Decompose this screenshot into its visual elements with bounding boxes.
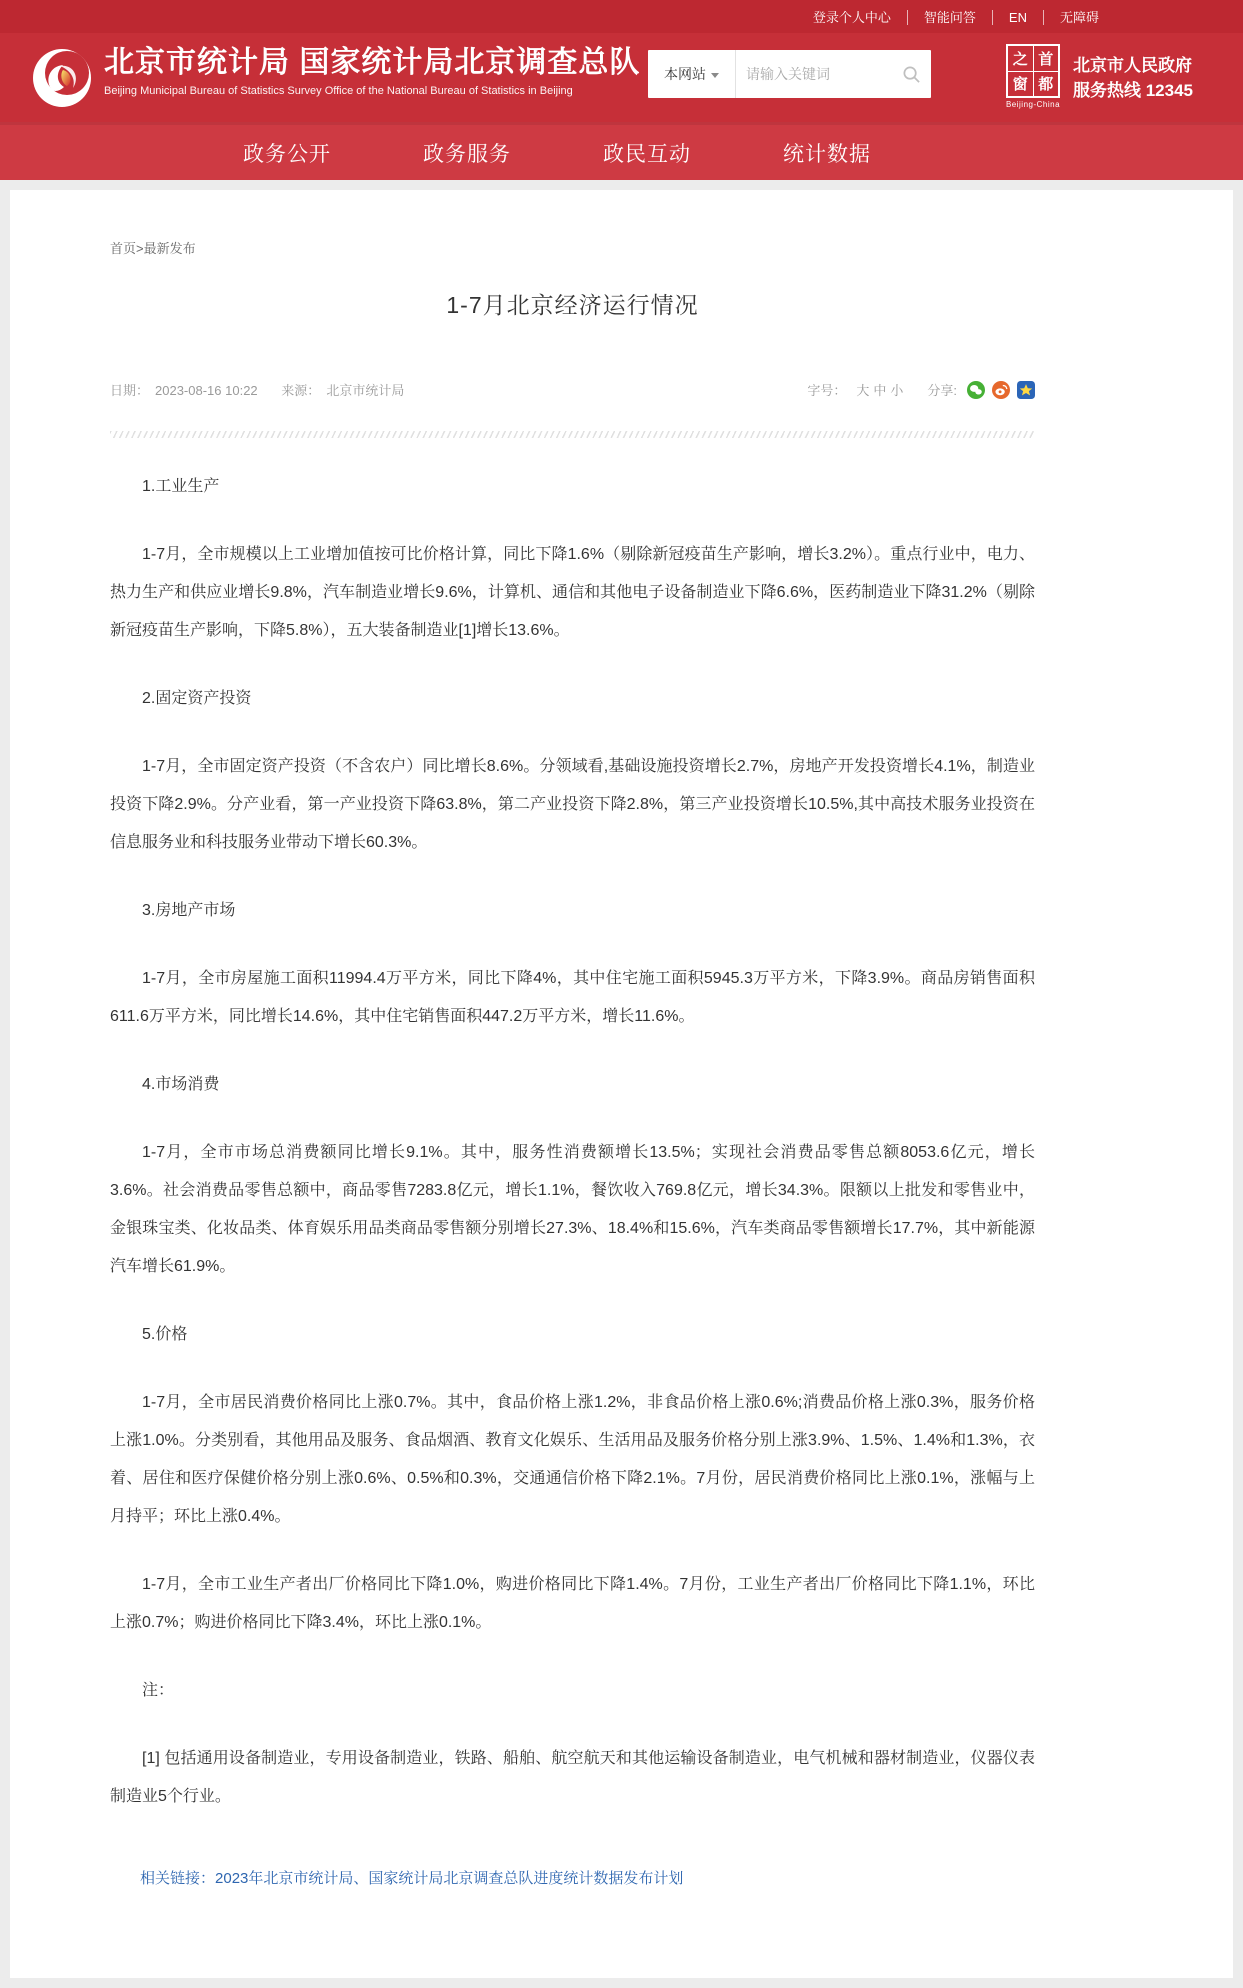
article-paragraph: [1] 包括通用设备制造业，专用设备制造业，铁路、船舶、航空航天和其他运输设备制造业，电气机械和器材制造业，仪器仪表制造业5个行业。 bbox=[110, 1750, 1035, 1805]
nav-item[interactable]: 政务公开 bbox=[243, 142, 331, 166]
weibo-share-icon[interactable] bbox=[992, 381, 1010, 399]
fontsize-button[interactable]: 大 bbox=[856, 383, 870, 398]
content-card bbox=[10, 190, 1233, 1978]
article-paragraph: 1-7月，全市规模以上工业增加值按可比价格计算，同比下降1.6%（剔除新冠疫苗生产影响，增长3.2%）。重点行业中，电力、热力生产和供应业增长9.8%，汽车制造业增长9.6%，计算机、通信和其他电子设备制造业下降6.6%，医药制造业下降31.2%（剔除新冠疫苗生产影响，下降5.8%），五大装备制造业[1]增长13.6%。 bbox=[110, 546, 1035, 639]
date-label: 日期： bbox=[110, 383, 150, 398]
nav-item[interactable]: 政务服务 bbox=[423, 142, 511, 166]
site-subtitle: Beijing Municipal Bureau of Statistics Survey Office of the National Bureau of Statistics in Beijing bbox=[104, 85, 573, 97]
topbar-link[interactable]: 无障碍 bbox=[1043, 10, 1115, 25]
article-body bbox=[110, 468, 1035, 1898]
chevron-down-icon bbox=[711, 73, 719, 78]
section-heading: 注： bbox=[142, 1682, 175, 1699]
related-label: 相关链接： bbox=[140, 1870, 216, 1887]
section-heading: 4.市场消费 bbox=[142, 1076, 220, 1093]
source-label: 来源： bbox=[281, 383, 321, 398]
top-utility-bar bbox=[0, 0, 1243, 33]
capital-window-logo[interactable] bbox=[1004, 44, 1062, 109]
capital-char: 之 bbox=[1008, 46, 1033, 71]
article-meta-row bbox=[110, 380, 1035, 399]
hotline-line1: 北京市人民政府 bbox=[1073, 56, 1192, 75]
breadcrumb[interactable]: 首页>最新发布 bbox=[110, 241, 196, 256]
related-links-row bbox=[110, 1860, 1035, 1898]
share-label: 分享: bbox=[927, 383, 957, 398]
article-paragraph: 1-7月，全市市场总消费额同比增长9.1%。其中，服务性消费额增长13.5%；实现社会消费品零售总额8053.6亿元，增长3.6%。社会消费品零售总额中，商品零售7283.8亿元，增长1.1%，餐饮收入769.8亿元，增长34.3%。限额以上批发和零售业中，金银珠宝类、化妆品类、体育娱乐用品类商品零售额分别增长27.3%、18.4%和15.6%，汽车类商品零售额增长17.7%，其中新能源汽车增长61.9%。 bbox=[110, 1144, 1035, 1275]
wechat-share-icon[interactable] bbox=[967, 381, 985, 399]
date-value: 2023-08-16 10:22 bbox=[155, 383, 258, 398]
search-scope-label: 本网站 bbox=[664, 66, 706, 82]
topbar-link[interactable]: 智能问答 bbox=[907, 10, 992, 25]
share-icons bbox=[967, 381, 1035, 399]
article-title: 1-7月北京经济运行情况 bbox=[446, 292, 699, 318]
fontsize-button[interactable]: 中 bbox=[873, 383, 887, 398]
site-brand bbox=[104, 45, 640, 97]
search-input[interactable] bbox=[736, 66, 902, 82]
capital-window-grid bbox=[1006, 44, 1060, 98]
fontsize-button[interactable]: 小 bbox=[890, 383, 904, 398]
main-nav bbox=[0, 122, 1243, 180]
hotline-line2: 服务热线 12345 bbox=[1073, 81, 1193, 100]
related-link[interactable]: 2023年北京市统计局、国家统计局北京调查总队进度统计数据发布计划 bbox=[215, 1870, 684, 1887]
capital-char: 都 bbox=[1034, 72, 1059, 97]
article-meta-right bbox=[807, 380, 1035, 399]
article-paragraph: 1-7月，全市居民消费价格同比上涨0.7%。其中，食品价格上涨1.2%，非食品价格上涨0.6%;消费品价格上涨0.3%，服务价格上涨1.0%。分类别看，其他用品及服务、食品烟酒、教育文化娱乐、生活用品及服务价格分别上涨3.9%、1.5%、1.4%和1.3%，衣着、居住和医疗保健价格分别上涨0.6%、0.5%和0.3%，交通通信价格下降2.1%。7月份，居民消费价格同比上涨0.1%，涨幅与上月持平；环比上涨0.4%。 bbox=[110, 1394, 1035, 1525]
topbar-link[interactable]: 登录个人中心 bbox=[812, 10, 891, 25]
fontsize-buttons bbox=[854, 380, 905, 399]
government-hotline bbox=[1073, 53, 1193, 103]
site-title: 北京市统计局 国家统计局北京调查总队 bbox=[104, 46, 641, 79]
search-bar bbox=[648, 50, 931, 98]
capital-window-caption: Beijing-China bbox=[1005, 100, 1061, 109]
search-scope-dropdown[interactable] bbox=[648, 50, 736, 98]
hatched-divider bbox=[110, 431, 1035, 438]
article-paragraph: 1-7月，全市工业生产者出厂价格同比下降1.0%，购进价格同比下降1.4%。7月份，工业生产者出厂价格同比下降1.1%，环比上涨0.7%；购进价格同比下降3.4%，环比上涨0.1%。 bbox=[110, 1576, 1035, 1631]
topbar-links bbox=[797, 7, 1115, 26]
nav-item[interactable]: 政民互动 bbox=[603, 142, 691, 166]
qzone-share-icon[interactable] bbox=[1017, 381, 1035, 399]
capital-char: 窗 bbox=[1008, 72, 1033, 97]
topbar-link[interactable]: EN bbox=[992, 10, 1043, 25]
search-button[interactable] bbox=[902, 65, 921, 84]
fontsize-label: 字号： bbox=[807, 383, 847, 398]
search-icon bbox=[902, 65, 921, 84]
nav-item[interactable]: 统计数据 bbox=[783, 142, 871, 166]
section-heading: 3.房地产市场 bbox=[142, 902, 236, 919]
bureau-logo-icon bbox=[30, 46, 94, 110]
section-heading: 5.价格 bbox=[142, 1326, 188, 1343]
source-value: 北京市统计局 bbox=[326, 383, 405, 398]
capital-char: 首 bbox=[1034, 46, 1059, 71]
section-heading: 1.工业生产 bbox=[142, 478, 220, 495]
article-paragraph: 1-7月，全市固定资产投资（不含农户）同比增长8.6%。分领域看,基础设施投资增长2.7%，房地产开发投资增长4.1%，制造业投资下降2.9%。分产业看，第一产业投资下降63.8%，第二产业投资下降2.8%，第三产业投资增长10.5%,其中高技术服务业投资在信息服务业和科技服务业带动下增长60.3%。 bbox=[110, 758, 1035, 851]
article-sections bbox=[110, 468, 1035, 1816]
site-header bbox=[0, 33, 1243, 122]
section-heading: 2.固定资产投资 bbox=[142, 690, 252, 707]
article-paragraph: 1-7月，全市房屋施工面积11994.4万平方米，同比下降4%，其中住宅施工面积5945.3万平方米，下降3.9%。商品房销售面积611.6万平方米，同比增长14.6%，其中住宅销售面积447.2万平方米，增长11.6%。 bbox=[110, 970, 1035, 1025]
article-meta-left bbox=[110, 380, 410, 399]
